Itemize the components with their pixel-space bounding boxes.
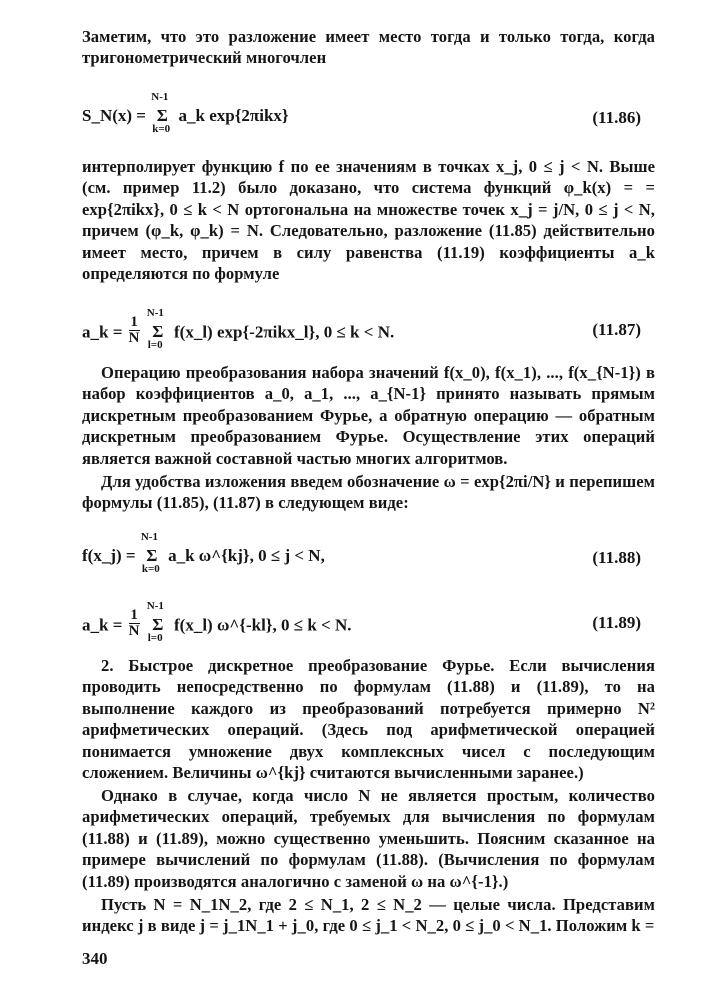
formula-lhs: f(x_j) =: [82, 546, 136, 565]
paragraph-fft-text: Если вычисления проводить непосредственно по формулам (11.88) и (11.89), то на выполнение каждого из преобразований потребуется примерно N² арифметических операций. (Здесь под арифметической операцией понимается умножение двух комплексных чисел с последующим сложением. Величины ω^{kj} считаются вычисленными заранее.): [82, 656, 655, 783]
formula-lhs: a_k =: [82, 615, 123, 635]
equation-number: (11.88): [592, 548, 641, 567]
equation-number: (11.86): [592, 108, 641, 127]
paragraph-composite-n: Однако в случае, когда число N не является простым, количество арифметических операций, требуемых для вычисления по формулам (11.88) и (11.89), можно существенно уменьшить. Поясним сказанное на примере вычислений по формулам (11.88). (Вычисления по формулам (11.89) производятся аналогично с заменой ω на ω^{-1}.): [82, 786, 655, 891]
formula-expression: [82, 307, 395, 352]
sum-operator: Σ N-1 l=0: [146, 600, 164, 645]
sum-operator: Σ N-1 k=0: [151, 91, 171, 135]
formula-11-86: [82, 91, 655, 140]
formula-expression: [82, 531, 325, 575]
formula-lhs: a_k =: [82, 322, 123, 342]
formula-body: f(x_l) exp{-2πikx_l}, 0 ≤ k < N.: [174, 322, 395, 342]
formula-11-88: [82, 531, 655, 580]
sum-operator: Σ N-1 k=0: [140, 531, 160, 575]
intro-paragraph: Заметим, что это разложение имеет место тогда и только тогда, когда тригонометрический многочлен: [82, 27, 655, 68]
equation-number: (11.87): [592, 320, 641, 339]
formula-body: a_k ω^{kj}, 0 ≤ j < N,: [168, 546, 325, 565]
sum-operator: Σ N-1 l=0: [146, 307, 164, 352]
fraction: $\frac{1}{N}$: [128, 607, 140, 639]
formula-expression: [82, 91, 289, 135]
formula-lhs: S_N(x) =: [82, 106, 146, 125]
equation-number: (11.89): [592, 613, 641, 632]
formula-11-89: [82, 601, 655, 645]
formula-11-87: [82, 308, 655, 352]
paragraph-factorization: Пусть N = N_1N_2, где 2 ≤ N_1, 2 ≤ N_2 — целые числа. Представим индекс j в виде j = j_1N_1 + j_0, где 0 ≤ j_1 < N_2, 0 ≤ j_0 < N_1. Положим k =: [82, 895, 655, 936]
page-number: 340: [82, 949, 108, 968]
paragraph-interpolation: интерполирует функцию f по ее значениям в точках x_j, 0 ≤ j < N. Выше (см. пример 11.2) было доказано, что система функций φ_k(x) = = exp{2πikx}, 0 ≤ k < N ортогональна на множестве точек x_j = j/N, 0 ≤ j < N, причем (φ_k, φ_k) = N. Следовательно, разложение (11.85) действительно имеет место, причем в силу равенства (11.19) коэффициенты a_k определяются по формуле: [82, 157, 655, 284]
formula-body: a_k exp{2πikx}: [178, 106, 289, 125]
paragraph-omega-notation: Для удобства изложения введем обозначение ω = exp{2πi/N} и перепишем формулы (11.85), (11.87) в следующем виде:: [82, 472, 655, 513]
fraction: $\frac{1}{N}$: [128, 314, 140, 346]
paragraph-dft-definition: Операцию преобразования набора значений f(x_0), f(x_1), ..., f(x_{N-1}) в набор коэффициентов a_0, a_1, ..., a_{N-1} принято называть прямым дискретным преобразованием Фурье, а обратную операцию — обратным дискретным преобразованием Фурье. Осуществление этих операций является важной составной частью многих алгоритмов.: [82, 363, 655, 468]
formula-expression: [82, 600, 352, 645]
section-heading: 2. Быстрое дискретное преобразование Фурье.: [101, 656, 495, 675]
formula-body: f(x_l) ω^{-kl}, 0 ≤ k < N.: [174, 615, 352, 635]
paragraph-fft-section: [82, 655, 655, 783]
